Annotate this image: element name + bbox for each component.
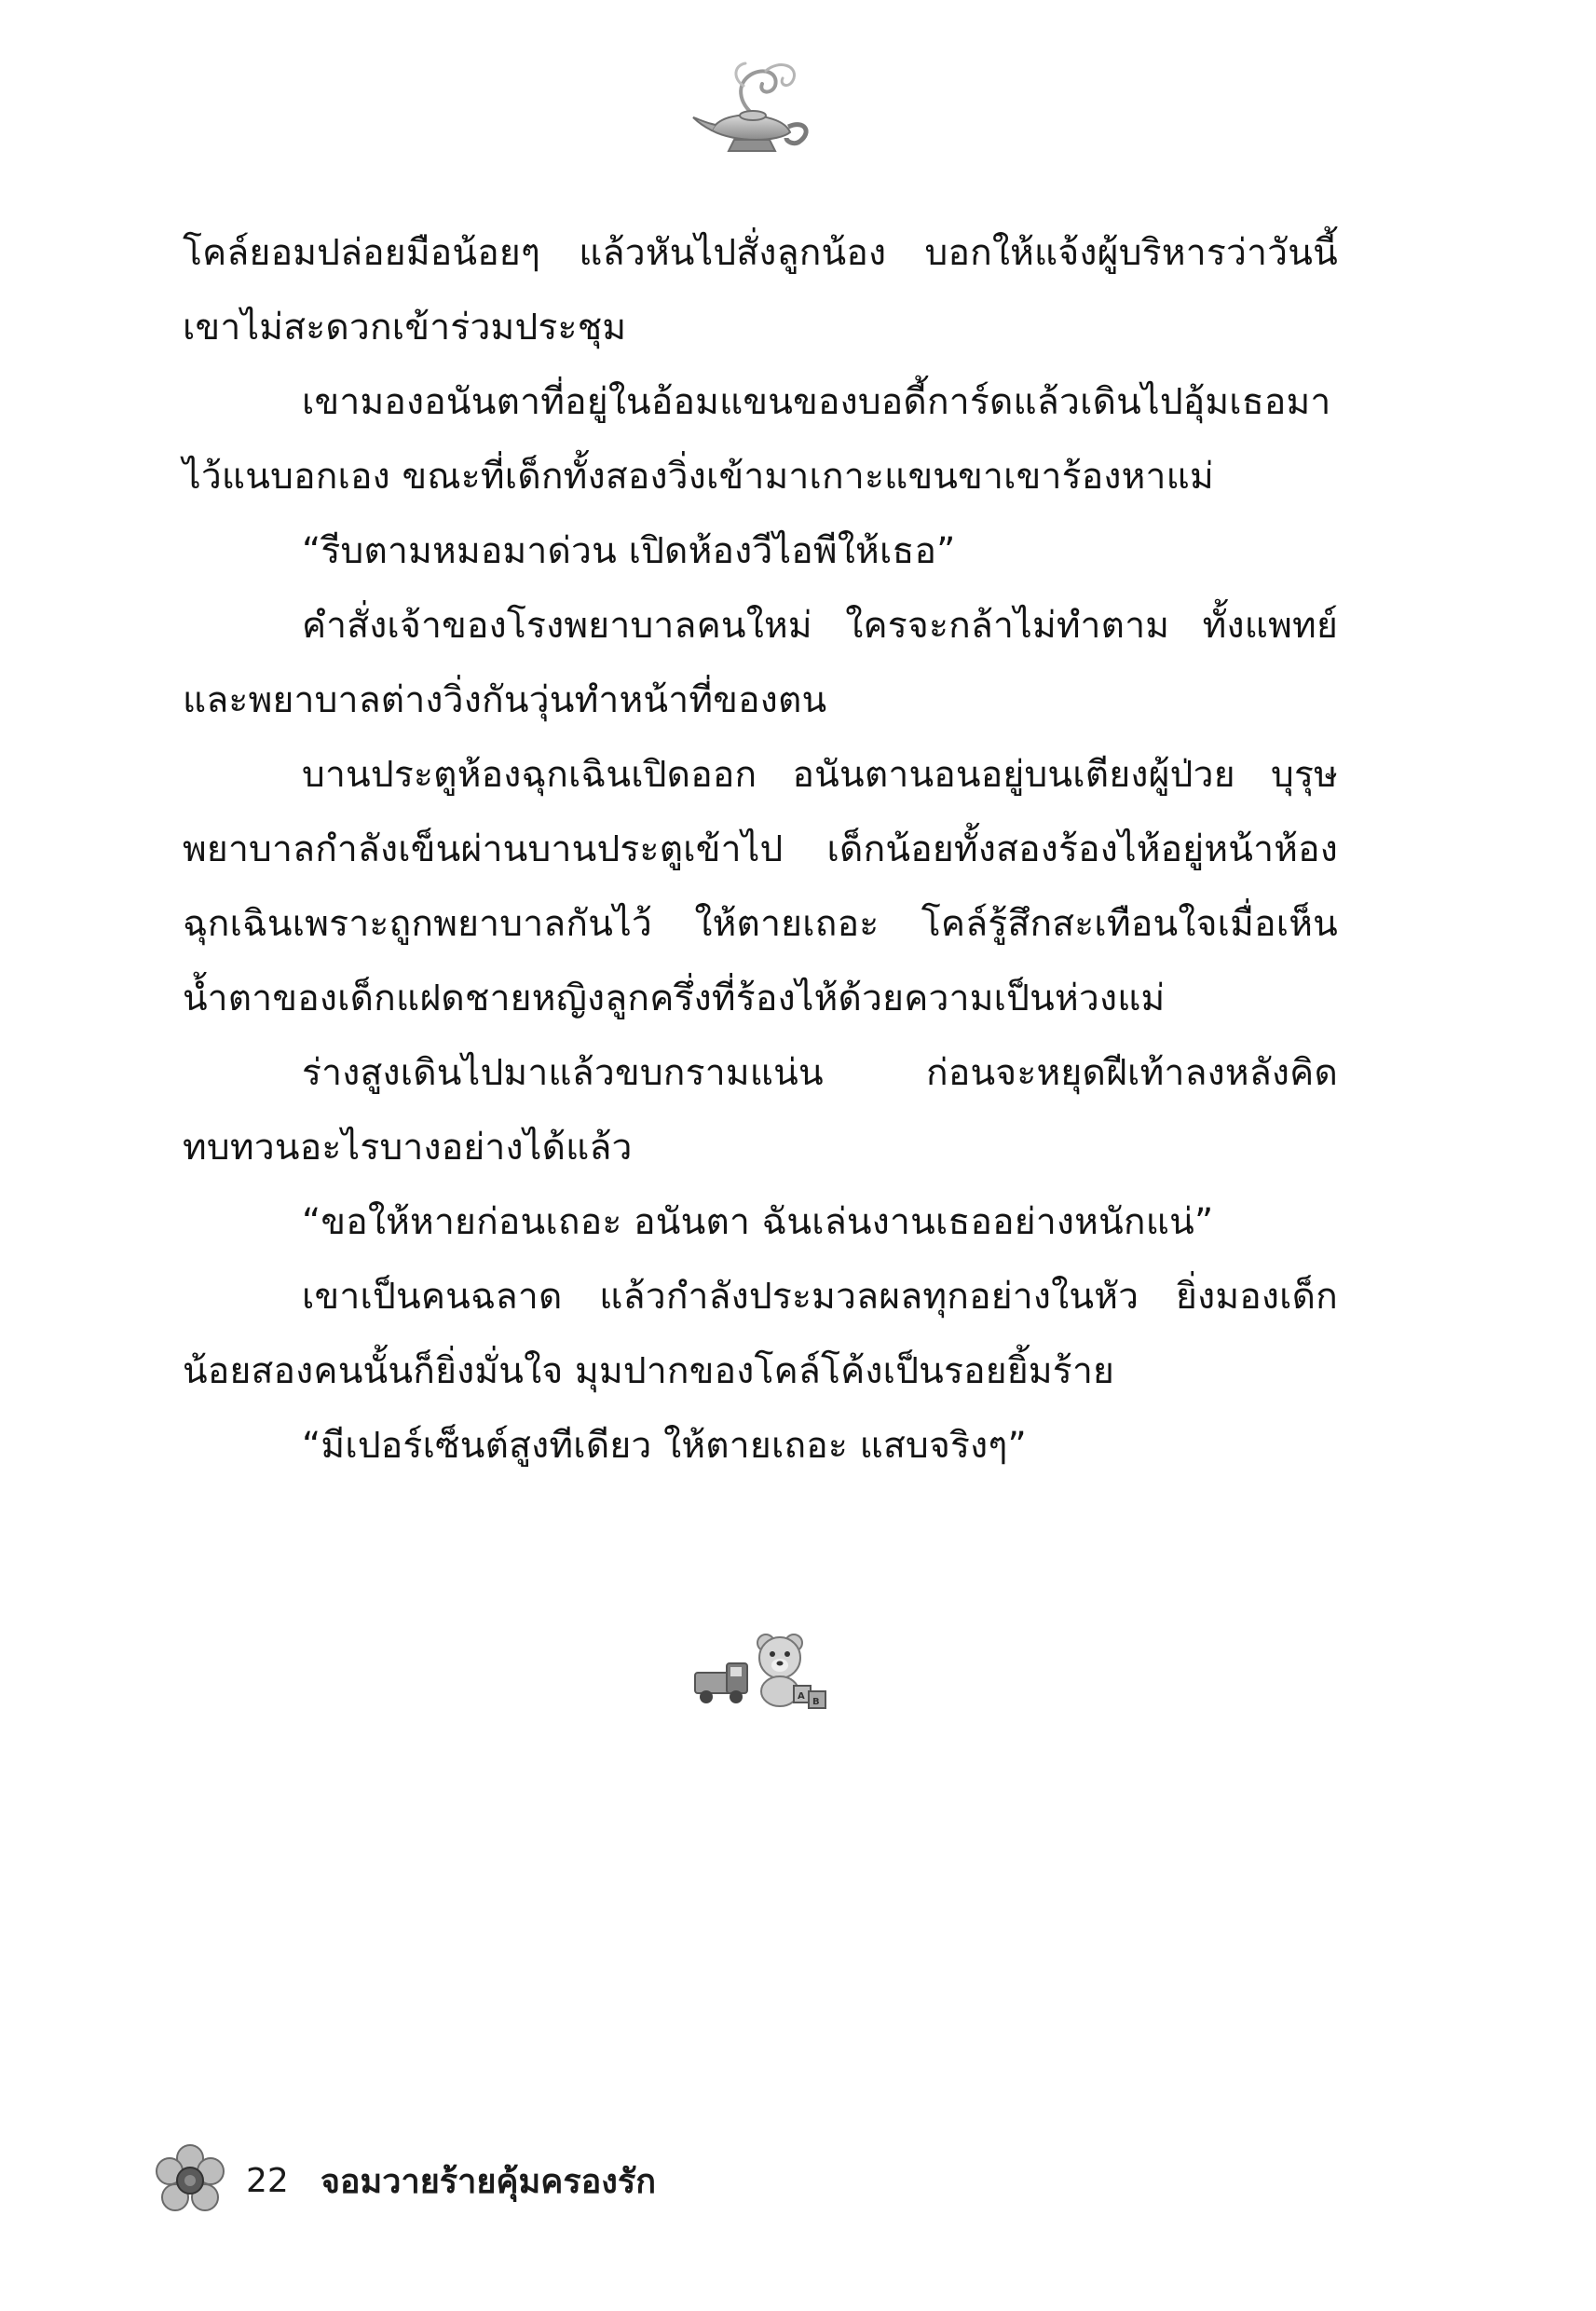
page-number: 22 bbox=[246, 2161, 289, 2200]
genie-lamp-icon bbox=[689, 58, 820, 160]
flower-icon bbox=[153, 2143, 227, 2218]
dialogue-paragraph: “รีบตามหมอมาด่วน เปิดห้องวีไอพีให้เธอ” bbox=[302, 530, 956, 572]
dialogue-paragraph: “มีเปอร์เซ็นต์สูงทีเดียว ให้ตายเถอะ แสบจริงๆ” bbox=[302, 1425, 1027, 1467]
chapter-body-text bbox=[183, 216, 1338, 1484]
paragraph: บานประตูห้องฉุกเฉินเปิดออก อนันตานอนอยู่บนเตียงผู้ป่วย บุรุษพยาบาลกำลังเข็นผ่านบานประตูเข้าไป เด็กน้อยทั้งสองร้องไห้อยู่หน้าห้องฉุกเฉินเพราะถูกพยาบาลกันไว้ ให้ตายเถอะ โคล์รู้สึกสะเทือนใจเมื่อเห็นน้ำตาของเด็กแฝดชายหญิงลูกครึ่งที่ร้องไห้ด้วยความเป็นห่วงแม่ bbox=[183, 754, 1338, 1019]
paragraph: คำสั่งเจ้าของโรงพยาบาลคนใหม่ ใครจะกล้าไม่ทำตาม ทั้งแพทย์และพยาบาลต่างวิ่งกันวุ่นทำหน้าที่ของตน bbox=[183, 605, 1338, 721]
teddy-bear-toy-icon bbox=[689, 1626, 829, 1715]
svg-text:B: B bbox=[812, 1697, 820, 1707]
svg-text:A: A bbox=[798, 1691, 805, 1702]
book-title: จอมวายร้ายคุ้มครองรัก bbox=[320, 2162, 656, 2201]
paragraph: โคล์ยอมปล่อยมือน้อยๆ แล้วหันไปสั่งลูกน้อง บอกให้แจ้งผู้บริหารว่าวันนี้เขาไม่สะดวกเข้าร่วมประชุม bbox=[183, 232, 1338, 349]
paragraph: ร่างสูงเดินไปมาแล้วขบกรามแน่น ก่อนจะหยุดฝีเท้าลงหลังคิดทบทวนอะไรบางอย่างได้แล้ว bbox=[183, 1052, 1338, 1169]
dialogue-paragraph: “ขอให้หายก่อนเถอะ อนันตา ฉันเล่นงานเธออย่างหนักแน่” bbox=[302, 1201, 1214, 1243]
page-footer bbox=[153, 2143, 656, 2218]
paragraph: เขาเป็นคนฉลาด แล้วกำลังประมวลผลทุกอย่างในหัว ยิ่งมองเด็กน้อยสองคนนั้นก็ยิ่งมั่นใจ มุมปากของโคล์โค้งเป็นรอยยิ้มร้าย bbox=[183, 1276, 1338, 1392]
paragraph: เขามองอนันตาที่อยู่ในอ้อมแขนของบอดี้การ์ดแล้วเดินไปอุ้มเธอมาไว้แนบอกเอง ขณะที่เด็กทั้งสองวิ่งเข้ามาเกาะแขนขาเขาร้องหาแม่ bbox=[183, 381, 1331, 498]
